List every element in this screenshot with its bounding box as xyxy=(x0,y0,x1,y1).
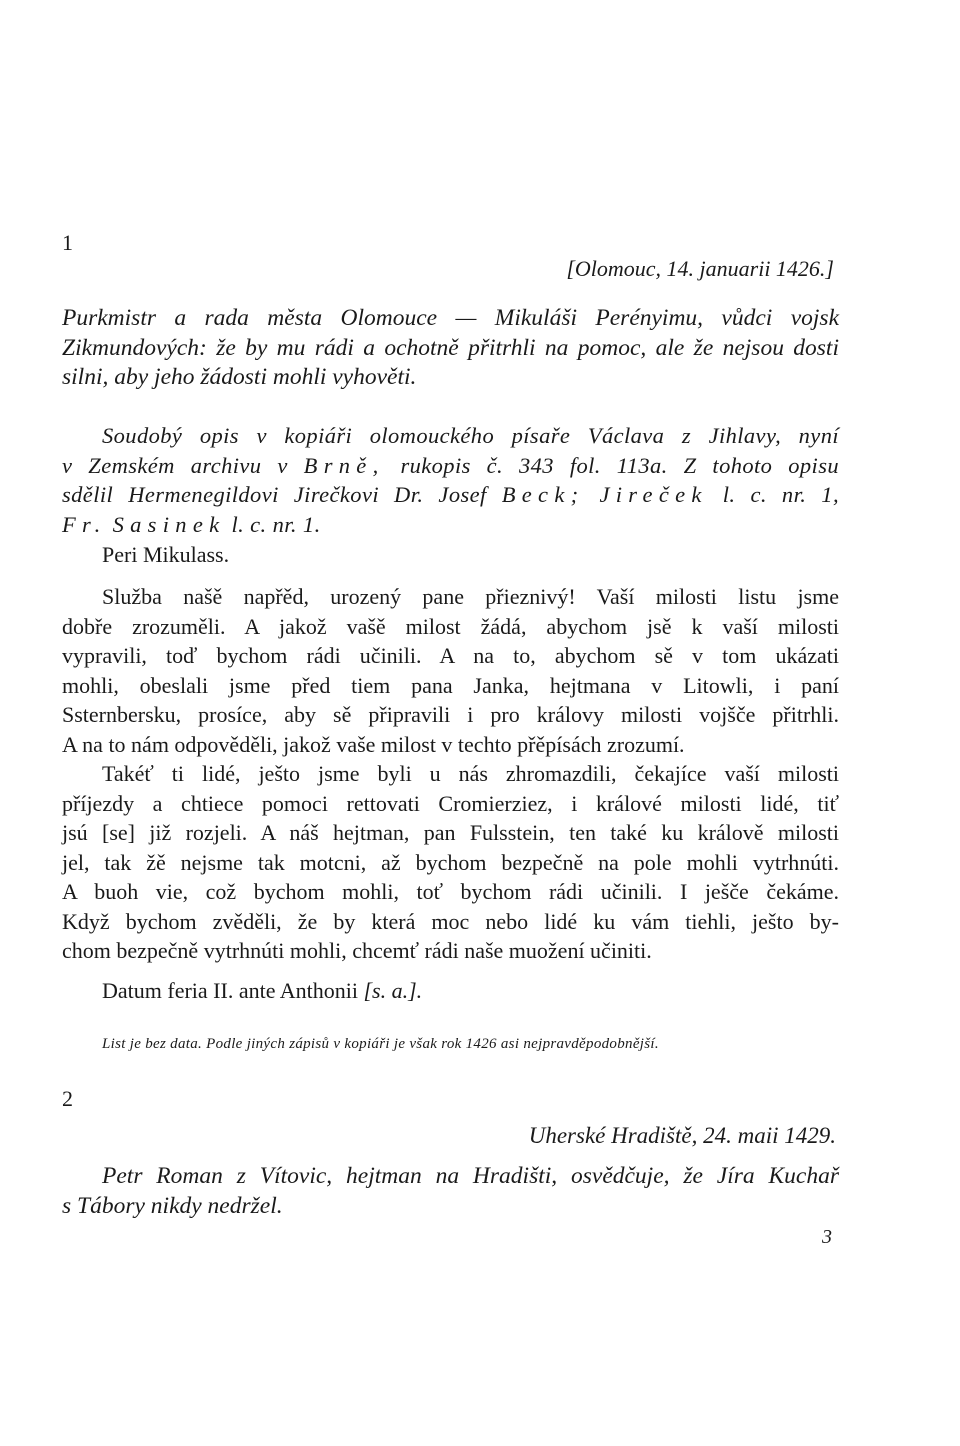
source-line xyxy=(62,480,839,510)
body-line: Takéť ti lidé, ješto jsme byli u nás zhromazdili, čekajíce vaší milosti xyxy=(102,761,839,786)
letter-body xyxy=(62,582,839,966)
body-line: Když bychom zvěděli, že by která moc nebo lidé ku vám tiehli, ješto by- xyxy=(62,908,839,934)
source-text: sdělil Hermenegildovi Jirečkovi Dr. Josef xyxy=(62,482,487,507)
body-line: příjezdy a chtiece pomoci rettovati Cromierziez, i králové milosti lidé, tiť xyxy=(62,790,839,816)
regest-line: Petr Roman z Vítovic, hejtman na Hradišti, osvědčuje, že Jíra Kuchař xyxy=(102,1163,839,1189)
author-initial: Fr. xyxy=(62,511,107,537)
source-text: v Zemském archivu v xyxy=(62,452,288,478)
body-line: A buoh vie, což bychom mohli, toť bychom rádi učinili. I ješče čekáme. xyxy=(62,879,839,904)
source-line xyxy=(62,451,839,481)
body-line: mohli, obeslali jsme před tiem pana Janka, hejtmana v Litowli, i paní xyxy=(62,672,839,698)
editorial-note: List je bez data. Podle jiných zápisů v kopiáři je však rok 1426 asi nejpravděpodobnější. xyxy=(102,1036,659,1052)
source-text: l. c. nr. 1, xyxy=(722,482,839,507)
regest-line: s Tábory nikdy nedržel. xyxy=(62,1192,283,1219)
author-name: Jireček xyxy=(599,482,708,507)
body-line: vypravili, toď bychom rádi učinili. A na to, abychom sě v tom ukázati xyxy=(62,643,839,668)
entry-regest xyxy=(62,1162,839,1221)
source-line xyxy=(62,510,839,540)
letter-closing xyxy=(102,976,422,1006)
author-name: Beck; xyxy=(501,482,585,507)
source-text: rukopis č. 343 fol. 113a. Z tohoto opisu xyxy=(400,452,840,478)
source-line: Soudobý opis v kopiáři olomouckého písaře Václava z Jihlavy, nyní xyxy=(102,423,839,448)
regest-line: Purkmistr a rada města Olomouce — Mikuláši Perényimu, vůdci vojsk xyxy=(62,305,839,331)
entry-number: 2 xyxy=(62,1086,73,1111)
source-note xyxy=(62,421,839,539)
closing-text: Datum feria II. ante Anthonii xyxy=(102,978,358,1003)
entry-regest xyxy=(62,304,839,393)
entry-number: 1 xyxy=(62,230,73,255)
body-line: jel, tak žě nejsme tak motcni, až bychom bezpečně na pole mohli vytrhnúti. xyxy=(62,849,839,875)
archive-city: Brně, xyxy=(303,452,385,478)
body-line: dobře zrozuměli. A jakož vašě milost žádá, abychom jsě k vaší milosti xyxy=(62,613,839,639)
closing-date-note: [s. a.]. xyxy=(363,978,423,1003)
page-number: 3 xyxy=(822,1226,832,1248)
body-line: A na to nám odpověděli, jakož vaše milost v techto přěpísách zrozumí. xyxy=(62,731,685,757)
body-line: Služba našě napřěd, urozený pane přieznivý! Vaší milosti listu jsme xyxy=(102,584,839,609)
entry-date: [Olomouc, 14. januarii 1426.] xyxy=(566,256,834,281)
body-line: chom bezpečně vytrhnúti mohli, chcemť rádi naše muožení učiniti. xyxy=(62,938,652,963)
letter-address: Peri Mikulass. xyxy=(102,542,230,567)
source-text: l. c. nr. 1. xyxy=(231,511,321,537)
body-line: Ssternbersku, prosíce, aby sě připravili i pro královy milosti vojšče přitrhli. xyxy=(62,702,839,727)
regest-line: silni, aby jeho žádosti mohli vyhověti. xyxy=(62,364,417,390)
entry-date: Uherské Hradiště, 24. maii 1429. xyxy=(528,1123,836,1148)
regest-line: Zikmundových: že by mu rádi a ochotně přitrhli na pomoc, ale že nejsou dosti xyxy=(62,334,839,361)
body-line: jsú [se] již rozjeli. A náš hejtman, pan Fulsstein, ten také ku králově milosti xyxy=(62,820,839,845)
author-name: Sasinek xyxy=(112,511,226,537)
